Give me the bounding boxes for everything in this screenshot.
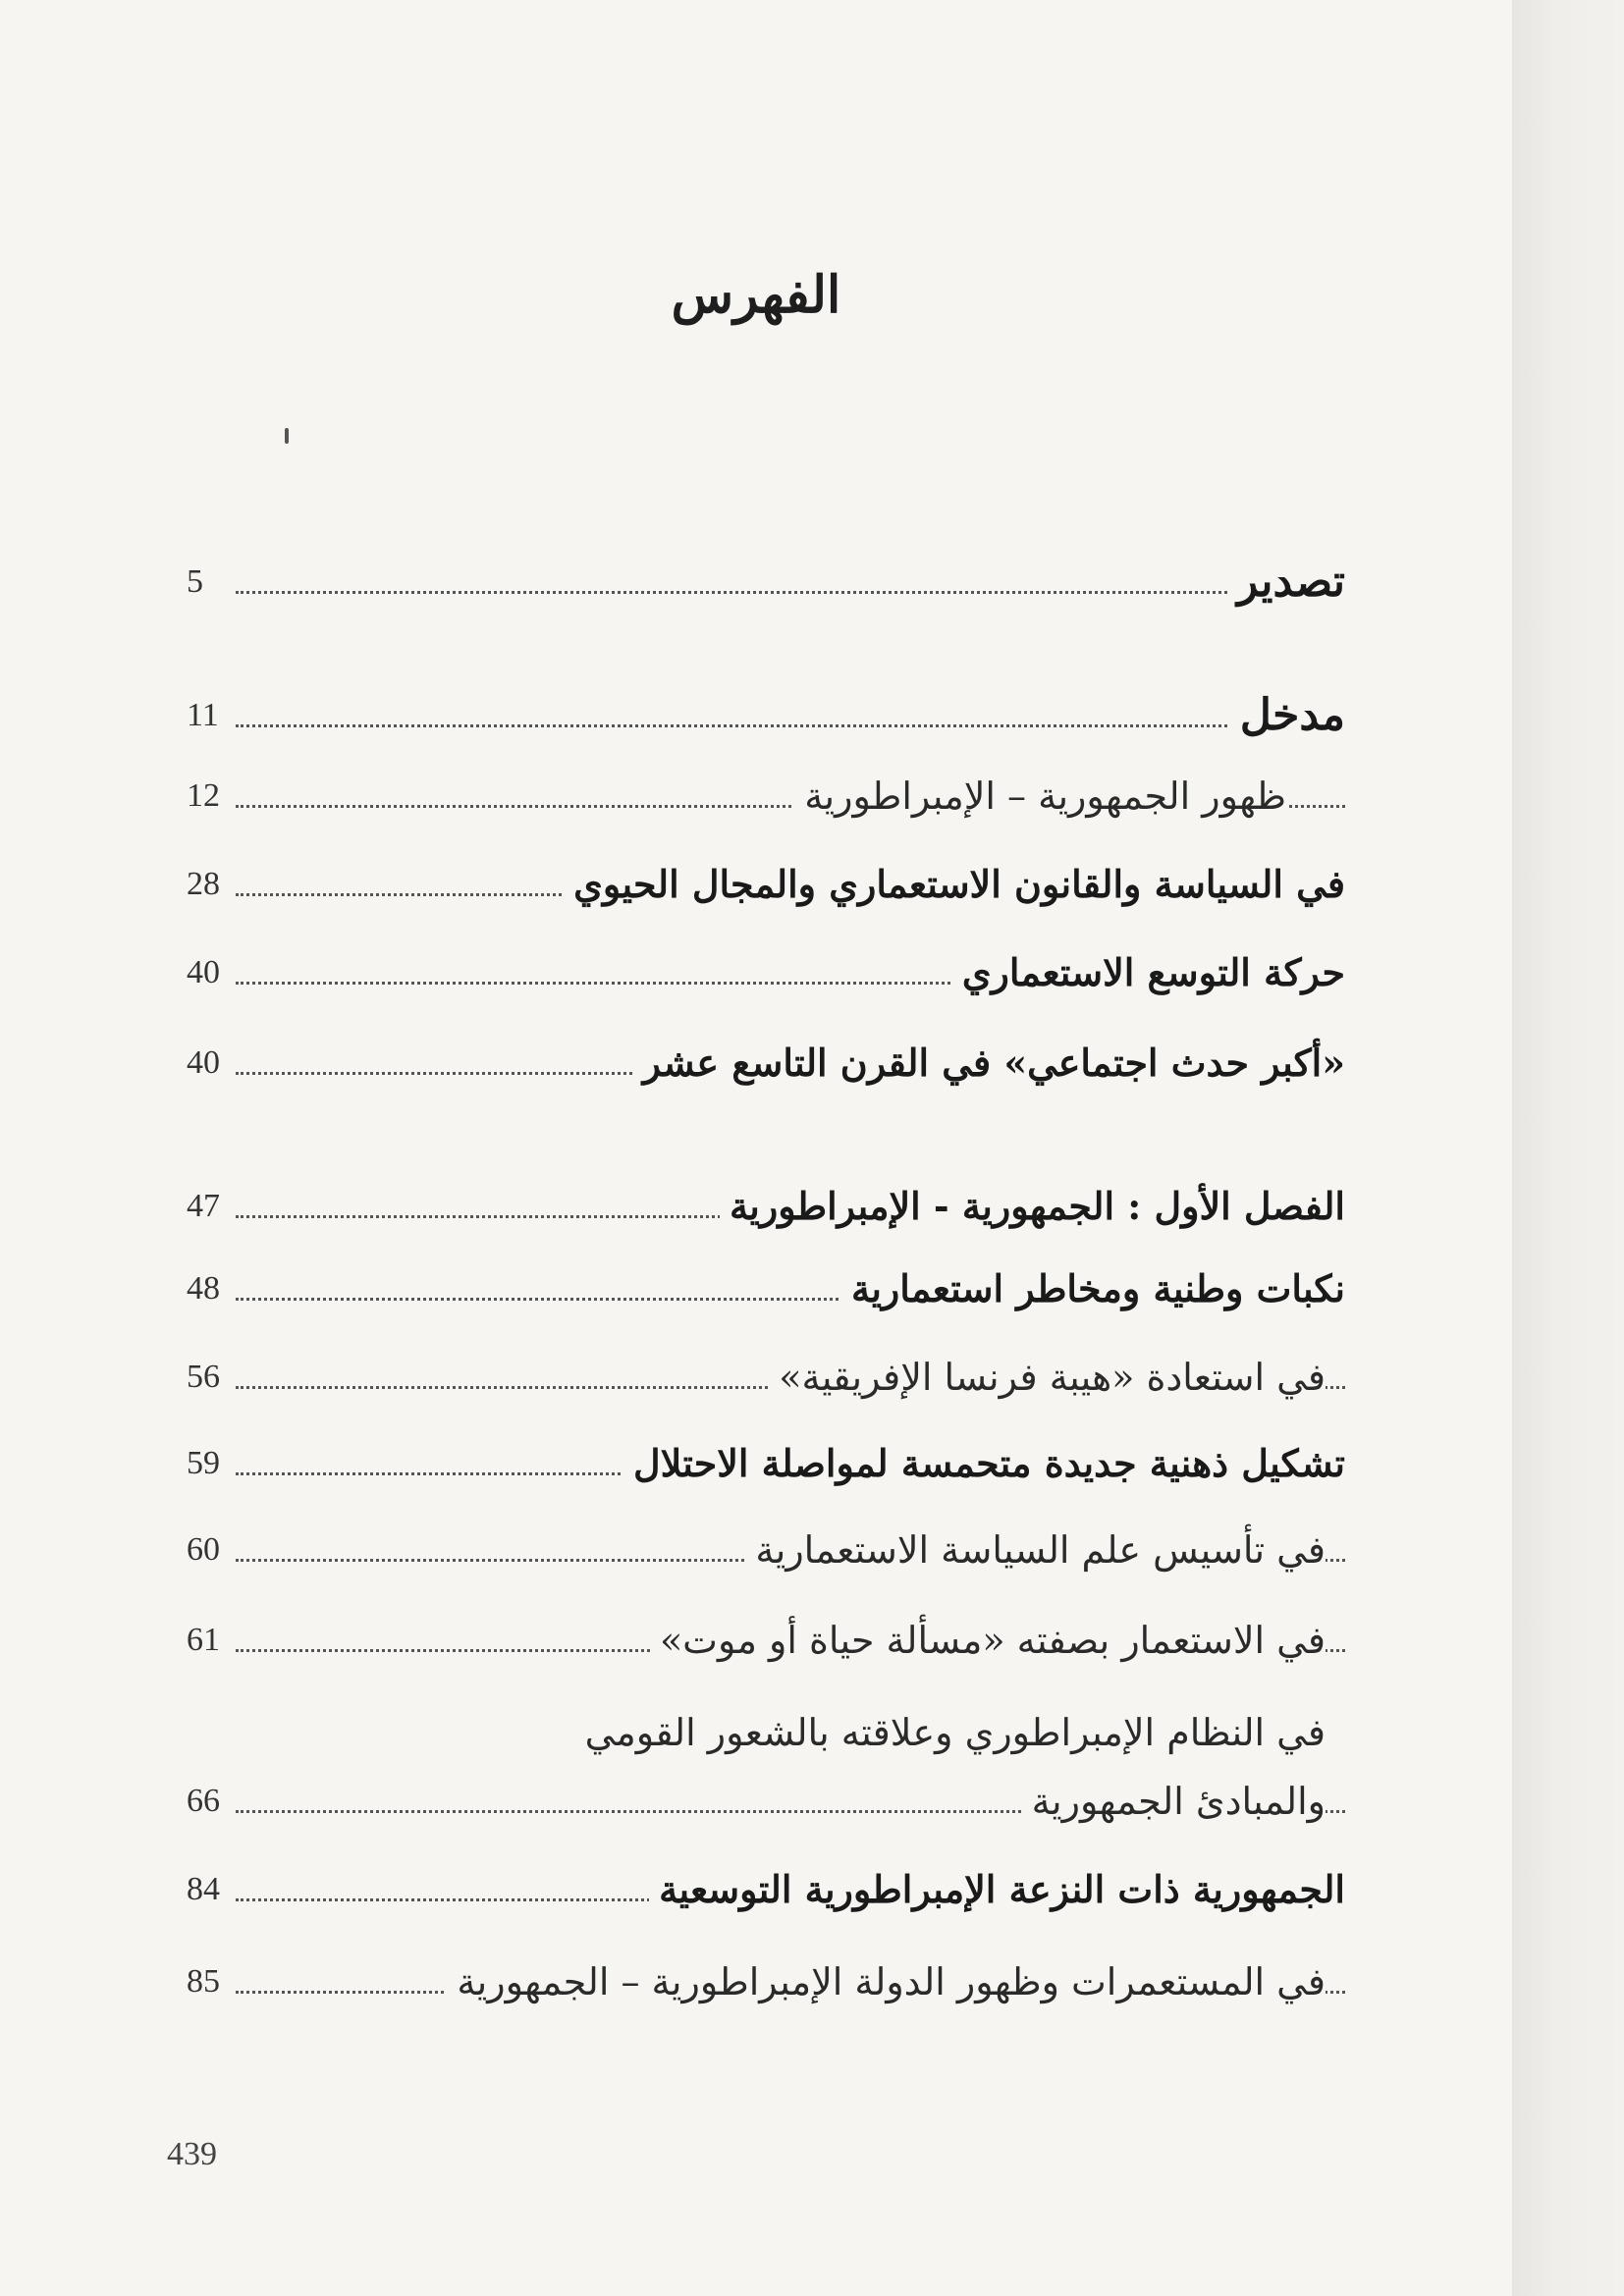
toc-entry-label: حركة التوسع الاستعماري: [952, 938, 1345, 1007]
toc-entry-label: تصدير: [1227, 548, 1345, 616]
toc-entry: [187, 681, 1345, 750]
toc-entry: [187, 1429, 1345, 1498]
toc-entry-page: 60: [187, 1531, 220, 1568]
toc-entry-page: 61: [187, 1622, 220, 1658]
toc-entry-page: 66: [187, 1783, 220, 1819]
dot-leader: [236, 591, 1345, 594]
toc-entry-page: 48: [187, 1270, 220, 1307]
toc-entry-page: 12: [187, 777, 220, 814]
dot-leader: [236, 724, 1345, 727]
toc-entry: [187, 1516, 1345, 1584]
toc-entry-page: 47: [187, 1188, 220, 1224]
toc-entry-label: الفصل الأول : الجمهورية - الإمبراطورية: [720, 1172, 1345, 1241]
toc-entry-page: 28: [187, 866, 220, 902]
toc-entry-label: نكبات وطنية ومخاطر استعمارية: [841, 1255, 1345, 1323]
toc-entry-label: الجمهورية ذات النزعة الإمبراطورية التوسعية: [649, 1855, 1345, 1924]
toc-entry: [187, 1172, 1345, 1241]
toc-entry-label: في السياسة والقانون الاستعماري والمجال الحيوي: [564, 850, 1345, 919]
toc-entry: [187, 1255, 1345, 1323]
toc-entry-page: 40: [187, 1044, 220, 1081]
stray-ink-mark: [285, 428, 289, 444]
toc-entry-page: 56: [187, 1359, 220, 1395]
toc-entry-page: 40: [187, 954, 220, 990]
page-edge-shadow: [1512, 0, 1624, 2296]
toc-entry-page: 85: [187, 1963, 220, 2000]
toc-entry-label: في الاستعمار بصفته «مسألة حياة أو موت»: [650, 1606, 1326, 1675]
toc-entry: [187, 1606, 1345, 1675]
toc-entry-label: في استعادة «هيبة فرنسا الإفريقية»: [769, 1343, 1326, 1412]
toc-entry-page: 11: [187, 697, 219, 733]
toc-entry-page: 84: [187, 1871, 220, 1907]
toc-entry-label: ظهور الجمهورية – الإمبراطورية: [794, 762, 1286, 830]
toc-entry: [187, 548, 1345, 616]
toc-entry: [187, 762, 1345, 830]
toc-entry: [187, 1855, 1345, 1924]
page-title: الفهرس: [671, 265, 841, 325]
toc-entry-page: 59: [187, 1445, 220, 1481]
toc-entry: [187, 938, 1345, 1007]
toc-entry-label-first-line: في النظام الإمبراطوري وعلاقته بالشعور القومي: [584, 1711, 1326, 1754]
toc-entry: [187, 1343, 1345, 1412]
toc-entry: [187, 1029, 1345, 1097]
toc-entry-label: في تأسيس علم السياسة الاستعمارية: [745, 1516, 1326, 1584]
toc-entry: [187, 1711, 1345, 1836]
toc-entry-label: مدخل: [1230, 681, 1345, 750]
toc-entry-label: تشكيل ذهنية جديدة متحمسة لمواصلة الاحتلال: [623, 1429, 1345, 1498]
toc-entry-page: 5: [187, 563, 203, 600]
toc-entry-label: «أكبر حدث اجتماعي» في القرن التاسع عشر: [633, 1029, 1345, 1097]
toc-entry: [187, 850, 1345, 919]
toc-entry-label: في المستعمرات وظهور الدولة الإمبراطورية – الجمهورية: [447, 1948, 1326, 2016]
toc-entry-label: والمبادئ الجمهورية: [1022, 1767, 1326, 1836]
toc-entry: [187, 1948, 1345, 2016]
page-number: 439: [167, 2136, 217, 2172]
